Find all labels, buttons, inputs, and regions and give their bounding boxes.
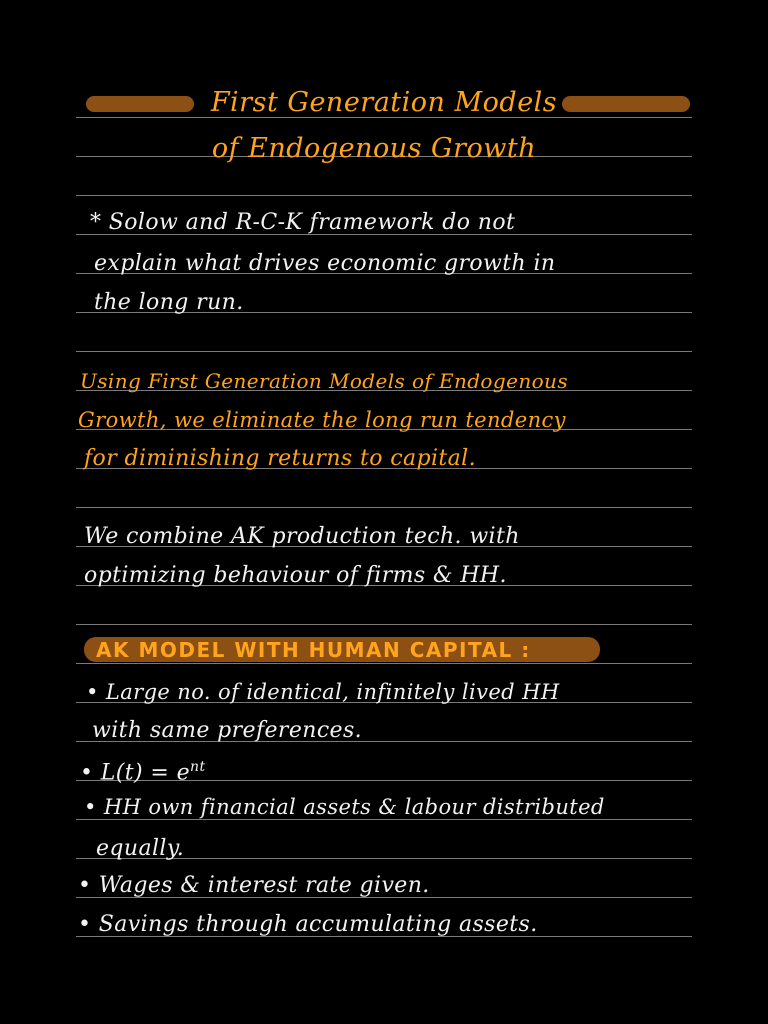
section-heading: AK MODEL WITH HUMAN CAPITAL :	[96, 638, 531, 662]
highlight-line-1: Using First Generation Models of Endogenous	[80, 369, 568, 393]
bullet-3-line-2: equally.	[96, 836, 185, 861]
highlight-line-3: for diminishing returns to capital.	[84, 446, 476, 471]
ruled-line	[76, 195, 692, 196]
ruled-line	[76, 624, 692, 625]
intro-line-1: * Solow and R-C-K framework do not	[90, 210, 516, 235]
page-title-line-1: First Generation Models	[210, 87, 558, 118]
combine-line-2: optimizing behaviour of firms & HH.	[84, 563, 507, 588]
intro-line-3: the long run.	[94, 290, 244, 315]
ruled-line	[76, 507, 692, 508]
bullet-3-line-1: • HH own financial assets & labour distributed	[84, 795, 605, 819]
bullet-5: • Savings through accumulating assets.	[78, 912, 538, 937]
page-title-line-2: of Endogenous Growth	[211, 133, 537, 164]
bullet-1-line-1: • Large no. of identical, infinitely lived HH	[86, 680, 560, 704]
bullet-2-exponent: nt	[190, 759, 206, 775]
bullet-2-text: • L(t) = e	[80, 760, 191, 786]
highlight-line-2: Growth, we eliminate the long run tendency	[78, 408, 566, 432]
combine-line-1: We combine AK production tech. with	[84, 524, 520, 549]
bullet-2	[80, 754, 205, 786]
ruled-line	[76, 351, 692, 352]
bullet-4: • Wages & interest rate given.	[78, 873, 430, 898]
intro-line-2: explain what drives economic growth in	[94, 251, 556, 276]
bullet-1-line-2: with same preferences.	[92, 718, 363, 743]
